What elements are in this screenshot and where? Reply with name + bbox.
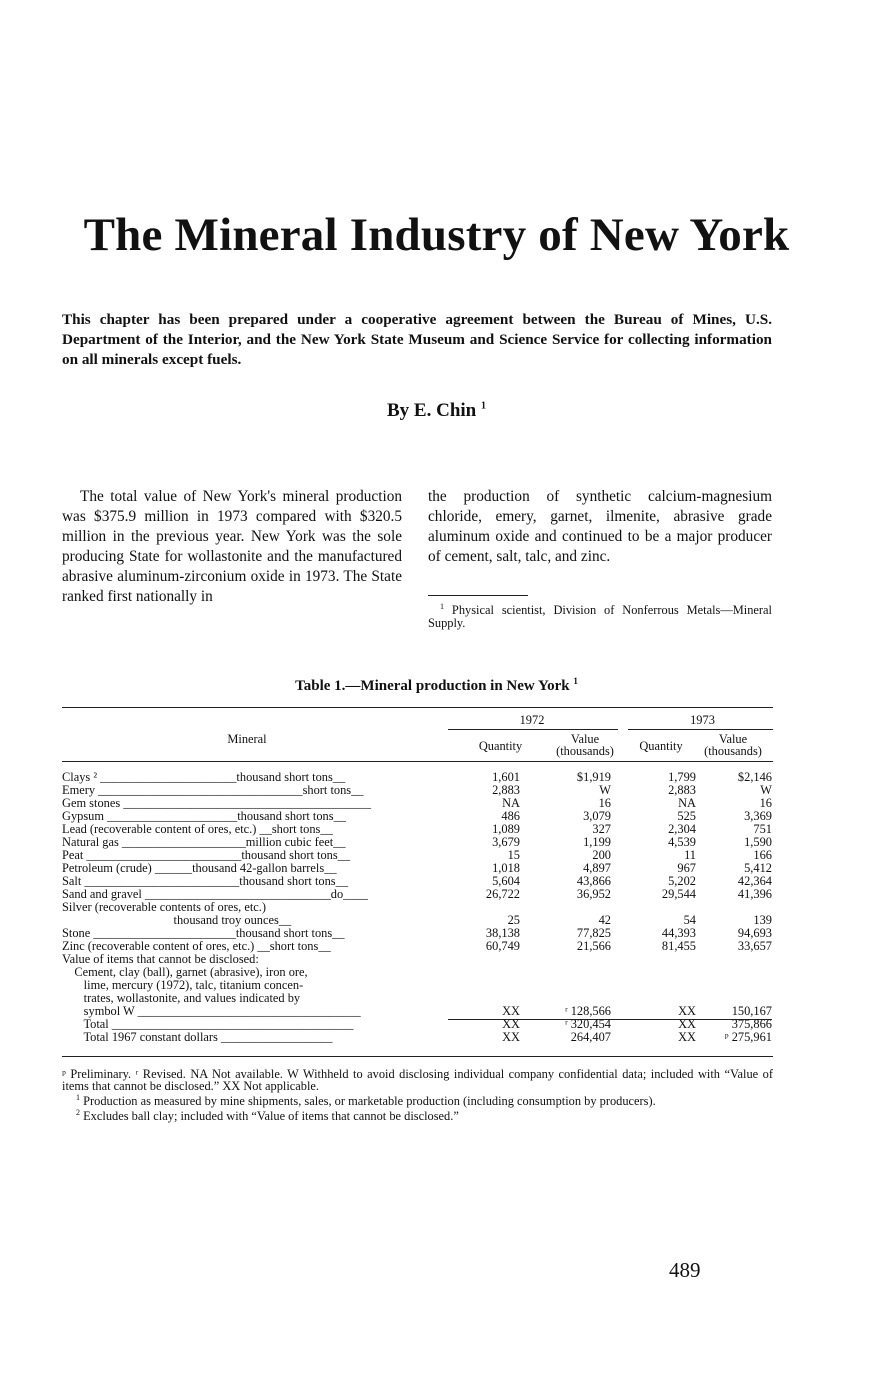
quantity-1973: XX [678, 1017, 696, 1031]
column-header-value-1973 [690, 733, 776, 757]
year-1972-rule [448, 729, 618, 730]
quantity-1973: 5,202 [668, 874, 696, 888]
value-1973: 33,657 [737, 939, 772, 953]
table-title-mark: 1 [573, 676, 578, 686]
table-header-rule [62, 761, 773, 762]
value-header-line2: (thousands) [556, 744, 614, 758]
table-footnote-2 [62, 1107, 773, 1122]
row-label: thousand troy ounces__ [62, 914, 292, 927]
table-bottom-rule [62, 1056, 773, 1057]
value-1973: 751 [753, 822, 772, 836]
row-label: Silver (recoverable contents of ores, etc.) [62, 901, 267, 914]
quantity-1972: 60,749 [485, 939, 520, 953]
quantity-1973: 525 [677, 809, 696, 823]
row-label: symbol W ____________________________________ [62, 1005, 361, 1018]
quantity-1973: 4,539 [668, 835, 696, 849]
quantity-1973: XX [678, 1030, 696, 1044]
quantity-1972: 3,679 [492, 835, 520, 849]
quantity-1972: 38,138 [485, 926, 520, 940]
value-1973: 94,693 [737, 926, 772, 940]
row-label: Salt _________________________thousand short tons__ [62, 875, 349, 888]
value-1973: 42,364 [737, 874, 772, 888]
value-1973: 41,396 [737, 887, 772, 901]
quantity-1973: 967 [677, 861, 696, 875]
row-label: Petroleum (crude) ______thousand 42-gallon barrels__ [62, 862, 337, 875]
value-1972: 43,866 [576, 874, 611, 888]
row-label: Gem stones ________________________________________ [62, 797, 372, 810]
year-1973-rule [628, 729, 773, 730]
row-label: Sand and gravel ______________________________do____ [62, 888, 368, 901]
table-notes [62, 1068, 773, 1122]
quantity-1973: 2,304 [668, 822, 696, 836]
value-header-line1: Value [718, 732, 748, 746]
row-label: Zinc (recoverable content of ores, etc.) __short tons__ [62, 940, 331, 953]
body-text-right-column: the production of synthetic calcium-magnesium chloride, emery, garnet, ilmenite, abrasive grade aluminum oxide and continued to be a major producer of cement, salt, talc, and zinc. [428, 488, 772, 565]
value-1972: ʳ 320,454 [564, 1017, 611, 1031]
column-header-quantity-1973: Quantity [639, 739, 683, 753]
column-header-mineral: Mineral [227, 732, 267, 746]
author-footnote-mark: 1 [480, 400, 486, 412]
body-text-left-column: The total value of New York's mineral production was $375.9 million in 1973 compared with $320.5 million in the previous year. New York was the sole producing State for wollastonite and the manufactured abrasive aluminum-zirconium oxide in 1973. The State ranked first nationally in [62, 488, 402, 605]
value-1973: 1,590 [744, 835, 772, 849]
table-footnote-2-mark: 2 [76, 1108, 80, 1118]
value-1972: 4,897 [583, 861, 611, 875]
table-footnote-1-mark: 1 [76, 1093, 80, 1102]
quantity-1973: NA [678, 796, 696, 810]
value-1972: 36,952 [576, 887, 611, 901]
table-footnote-2-text: Excludes ball clay; included with “Value of items that cannot be disclosed.” [83, 1109, 459, 1124]
row-label: Stone _______________________thousand short tons__ [62, 927, 345, 940]
row-label: Total _______________________________________ [62, 1018, 354, 1031]
value-header-line2: (thousands) [704, 744, 762, 758]
row-label: Peat _________________________thousand short tons__ [62, 849, 351, 862]
row-label: Emery _________________________________short tons__ [62, 784, 364, 797]
column-header-value-1972 [542, 733, 628, 757]
quantity-1972: 5,604 [492, 874, 520, 888]
value-1972: 327 [592, 822, 611, 836]
value-1973: 166 [753, 848, 772, 862]
quantity-1973: 1,799 [668, 770, 696, 784]
quantity-1972: 2,883 [492, 783, 520, 797]
quantity-1972: 1,089 [492, 822, 520, 836]
quantity-1972: 15 [507, 848, 520, 862]
value-1973: 3,369 [744, 809, 772, 823]
footnote-divider [428, 595, 528, 596]
row-label: Cement, clay (ball), garnet (abrasive), iron ore, [62, 966, 308, 979]
column-header-year-1972: 1972 [519, 713, 545, 727]
value-1972: 42 [598, 913, 611, 927]
value-1972: 3,079 [583, 809, 611, 823]
value-1972: 1,199 [583, 835, 611, 849]
quantity-1972: XX [502, 1004, 520, 1018]
value-1973: 16 [759, 796, 772, 810]
row-label: Total 1967 constant dollars __________________ [62, 1031, 333, 1044]
page-number: 489 [669, 1258, 701, 1282]
author-footnote [428, 600, 772, 630]
quantity-1972: XX [502, 1030, 520, 1044]
quantity-1973: 2,883 [668, 783, 696, 797]
quantity-1972: 25 [507, 913, 520, 927]
quantity-1973: 11 [684, 848, 696, 862]
quantity-1972: 486 [501, 809, 520, 823]
table-footnote-1 [62, 1092, 773, 1107]
table-top-rule [62, 707, 773, 708]
table-title [0, 676, 873, 695]
author-byline [0, 400, 873, 422]
quantity-1973: 44,393 [661, 926, 696, 940]
value-1972: 77,825 [576, 926, 611, 940]
value-1972: W [599, 783, 611, 797]
row-label: Clays ² ______________________thousand short tons__ [62, 771, 346, 784]
footnote-text: Physical scientist, Division of Nonferrous Metals—Mineral Supply. [428, 603, 772, 631]
quantity-1973: 81,455 [661, 939, 696, 953]
quantity-1973: 29,544 [661, 887, 696, 901]
quantity-1972: NA [502, 796, 520, 810]
value-1972: 16 [598, 796, 611, 810]
row-label: Lead (recoverable content of ores, etc.) __short tons__ [62, 823, 333, 836]
author-name: By E. Chin [387, 400, 477, 421]
value-1973: $2,146 [737, 770, 772, 784]
column-header-year-1973: 1973 [690, 713, 715, 727]
quantity-1972: 1,018 [492, 861, 520, 875]
quantity-1973: XX [678, 1004, 696, 1018]
value-1972: 200 [592, 848, 611, 862]
value-1973: 150,167 [731, 1004, 772, 1018]
row-label: Gypsum _____________________thousand short tons__ [62, 810, 346, 823]
value-1973: 5,412 [744, 861, 772, 875]
value-1972: 264,407 [570, 1030, 611, 1044]
value-1973: 375,866 [731, 1017, 772, 1031]
value-1972: 21,566 [576, 939, 611, 953]
quantity-1972: 26,722 [485, 887, 520, 901]
cooperative-agreement-note: This chapter has been prepared under a cooperative agreement between the Bureau of Mines, U.S. Department of the Interior, and the New York State Museum and Science Service for collecting information on all minerals except fuels. [62, 311, 772, 368]
value-header-line1: Value [570, 732, 600, 746]
value-1973: W [760, 783, 772, 797]
value-1973: ᵖ 275,961 [724, 1030, 772, 1044]
value-1972: ʳ 128,566 [564, 1004, 611, 1018]
column-header-quantity-1972: Quantity [478, 739, 523, 753]
value-1972: $1,919 [576, 770, 611, 784]
quantity-1972: XX [502, 1017, 520, 1031]
table-title-text: Table 1.—Mineral production in New York [295, 678, 570, 694]
value-1973: 139 [753, 913, 772, 927]
page-title: The Mineral Industry of New York [83, 209, 790, 261]
quantity-1973: 54 [683, 913, 696, 927]
footnote-mark: 1 [440, 602, 444, 611]
row-label: Value of items that cannot be disclosed: [62, 953, 259, 966]
table-footnote-1-text: Production as measured by mine shipments, sales, or marketable production (including consumption by producers). [83, 1094, 656, 1109]
row-label: trates, wollastonite, and values indicated by [62, 992, 301, 1005]
quantity-1972: 1,601 [492, 770, 520, 784]
row-label: lime, mercury (1972), talc, titanium concen- [62, 979, 304, 992]
table-legend: ᵖ Preliminary. ʳ Revised. NA Not available. W Withheld to avoid disclosing individual company confidential data; included with “Value of items that cannot be disclosed.” XX Not applicable. [62, 1067, 773, 1093]
row-label: Natural gas ____________________million cubic feet__ [62, 836, 346, 849]
